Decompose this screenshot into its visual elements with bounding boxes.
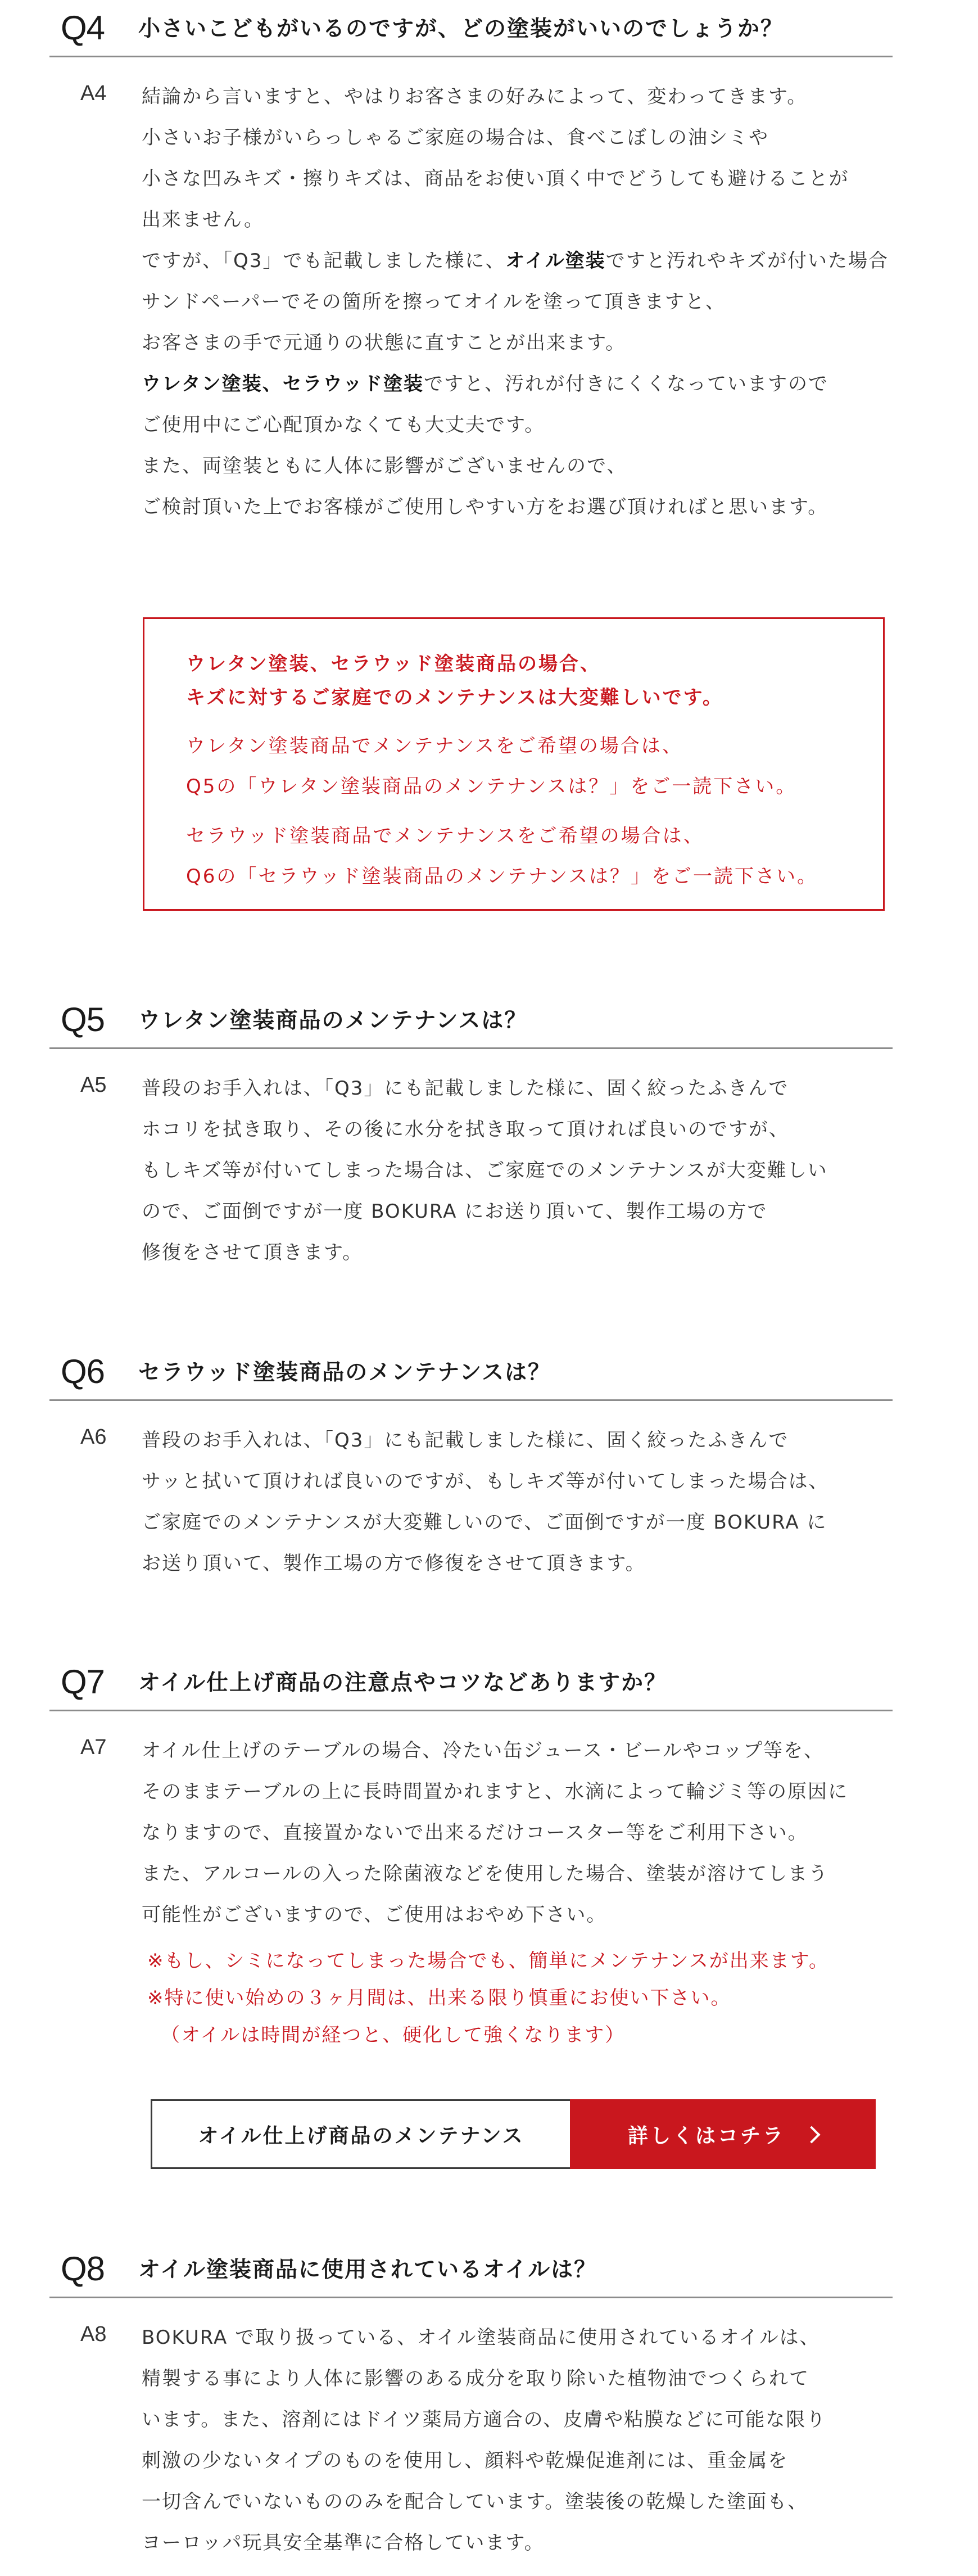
answer-line: 精製する事により人体に影響のある成分を取り除いた植物油でつくられて	[142, 2367, 809, 2390]
answer-body	[142, 76, 895, 528]
faq-item-q5	[0, 992, 978, 1264]
faq-item-q8	[0, 2241, 978, 2554]
answer-line: お送り頂いて、製作工場の方で修復をさせて頂きます。	[142, 1552, 646, 1575]
answer-text: ですと、汚れが付きにくくなっていますので	[423, 373, 828, 395]
answer-line: 小さな凹みキズ・擦りキズは、商品をお使い頂く中でどうしても避けることが	[142, 168, 849, 190]
answer-line: 修復をさせて頂きます。	[142, 1241, 363, 1264]
details-button-label: 詳しくはコチラ	[627, 2124, 785, 2148]
question-number: Q6	[61, 1353, 105, 1390]
notice-heading: ウレタン塗装、セラウッド塗装商品の場合、	[186, 653, 601, 675]
answer-number: A8	[80, 2322, 107, 2346]
question-number: Q4	[61, 9, 105, 47]
cta-label: オイル仕上げ商品のメンテナンス	[151, 2099, 570, 2169]
answer-line: ホコリを拭き取り、その後に水分を拭き取って頂ければ良いのですが、	[142, 1118, 789, 1141]
answer-line	[142, 241, 895, 282]
answer-line: そのままテーブルの上に長時間置かれますと、水滴によって輪ジミ等の原因に	[142, 1780, 848, 1803]
emphasis-urethane-ceraud: ウレタン塗装、セラウッド塗装	[142, 373, 424, 395]
question-text: 小さいこどもがいるのですが、どの塗装がいいのでしょうか？	[138, 16, 784, 42]
answer-line: います。また、溶剤にはドイツ薬局方適合の、皮膚や粘膜などに可能な限り	[142, 2408, 827, 2431]
answer-line: 小さいお子様がいらっしゃるご家庭の場合は、食べこぼしの油シミや	[142, 126, 769, 149]
answer-line: ので、ご面倒ですが一度 BOKURA にお送り頂いて、製作工場の方で	[142, 1200, 768, 1223]
caution-note: （オイルは時間が経つと、硬化して強くなります）	[161, 2024, 626, 2046]
answer-line: オイル仕上げのテーブルの場合、冷たい缶ジュース・ビールやコップ等を、	[142, 1739, 825, 1762]
question-header	[49, 992, 893, 1049]
answer-body	[142, 1068, 895, 1273]
answer-line	[142, 364, 895, 405]
answer-line: サンドペーパーでその箇所を擦ってオイルを塗って頂きますと、	[142, 291, 726, 313]
answer-text: ですが、「Q3」でも記載しました様に、	[142, 250, 506, 272]
answer-line: なりますので、直接置かないで出来るだけコースター等をご利用下さい。	[142, 1822, 808, 1844]
question-text: ウレタン塗装商品のメンテナンスは？	[138, 1008, 528, 1033]
notice-line: セラウッド塗装商品でメンテナンスをご希望の場合は、	[186, 825, 704, 847]
answer-line: 可能性がございますので、ご使用はおやめ下さい。	[142, 1904, 607, 1926]
answer-line: 出来ません。	[142, 209, 265, 231]
maintenance-cta	[151, 2099, 876, 2169]
notice-heading: キズに対するご家庭でのメンテナンスは大変難しいです。	[186, 686, 723, 709]
faq-item-q4	[0, 0, 978, 518]
question-text: セラウッド塗装商品のメンテナンスは？	[138, 1360, 551, 1385]
question-number: Q7	[61, 1663, 105, 1701]
answer-line: お客さまの手で元通りの状態に直すことが出来ます。	[142, 332, 626, 354]
question-text: オイル仕上げ商品の注意点やコツなどありますか？	[138, 1670, 668, 1696]
answer-line: ヨーロッパ玩具安全基準に合格しています。	[142, 2532, 545, 2554]
question-number: Q5	[61, 1001, 105, 1038]
emphasis-oil-finish: オイル塗装	[505, 250, 606, 272]
answer-body	[142, 1730, 895, 2054]
answer-line: もしキズ等が付いてしまった場合は、ご家庭でのメンテナンスが大変難しい	[142, 1159, 828, 1182]
faq-item-q7	[0, 1654, 978, 2046]
details-button[interactable]	[570, 2099, 876, 2169]
notice-line: ウレタン塗装商品でメンテナンスをご希望の場合は、	[186, 735, 683, 757]
answer-line: ご検討頂いた上でお客様がご使用しやすい方をお選び頂ければと思います。	[142, 496, 828, 518]
question-number: Q8	[61, 2250, 105, 2288]
answer-body	[142, 2317, 895, 2564]
question-text: オイル塗装商品に使用されているオイルは？	[138, 2257, 597, 2283]
answer-line: BOKURA で取り扱っている、オイル塗装商品に使用されているオイルは、	[142, 2326, 820, 2349]
answer-number: A5	[80, 1073, 107, 1097]
question-header	[49, 0, 893, 57]
answer-line: ご家庭でのメンテナンスが大変難しいので、ご面倒ですが一度 BOKURA に	[142, 1511, 827, 1534]
question-header	[49, 1344, 893, 1401]
question-header	[49, 1654, 893, 1711]
answer-line: ご使用中にご心配頂かなくても大丈夫です。	[142, 414, 545, 436]
notice-line: Q6の「セラウッド塗装商品のメンテナンスは？」をご一読下さい。	[186, 865, 818, 888]
notice-box	[143, 617, 885, 911]
chevron-right-icon	[803, 2126, 820, 2143]
question-header	[49, 2241, 893, 2298]
notice-line: Q5の「ウレタン塗装商品のメンテナンスは？」をご一読下さい。	[186, 775, 797, 798]
answer-line: また、両塗装ともに人体に影響がございませんので、	[142, 455, 627, 477]
caution-note: ※特に使い始めの３ヶ月間は、出来る限り慎重にお使い下さい。	[147, 1987, 731, 2009]
answer-line: 結論から言いますと、やはりお客さまの好みによって、変わってきます。	[142, 85, 808, 108]
faq-item-q6	[0, 1344, 978, 1575]
answer-line: 普段のお手入れは、「Q3」にも記載しました様に、固く絞ったふきんで	[142, 1077, 789, 1100]
answer-number: A4	[80, 82, 107, 105]
answer-body	[142, 1420, 895, 1584]
caution-note: ※もし、シミになってしまった場合でも、簡単にメンテナンスが出来ます。	[147, 1950, 830, 1972]
answer-number: A7	[80, 1736, 107, 1759]
answer-line: サッと拭いて頂ければ良いのですが、もしキズ等が付いてしまった場合は、	[142, 1470, 829, 1493]
answer-line: 普段のお手入れは、「Q3」にも記載しました様に、固く絞ったふきんで	[142, 1429, 789, 1452]
answer-line: 刺激の少ないタイプのものを使用し、顔料や乾燥促進剤には、重金属を	[142, 2450, 789, 2472]
answer-line: 一切含んでいないもののみを配合しています。塗装後の乾燥した塗面も、	[142, 2491, 808, 2513]
answer-text: ですと汚れやキズが付いた場合	[605, 250, 889, 272]
answer-line: また、アルコールの入った除菌液などを使用した場合、塗装が溶けてしまう	[142, 1863, 828, 1885]
answer-number: A6	[80, 1425, 107, 1449]
